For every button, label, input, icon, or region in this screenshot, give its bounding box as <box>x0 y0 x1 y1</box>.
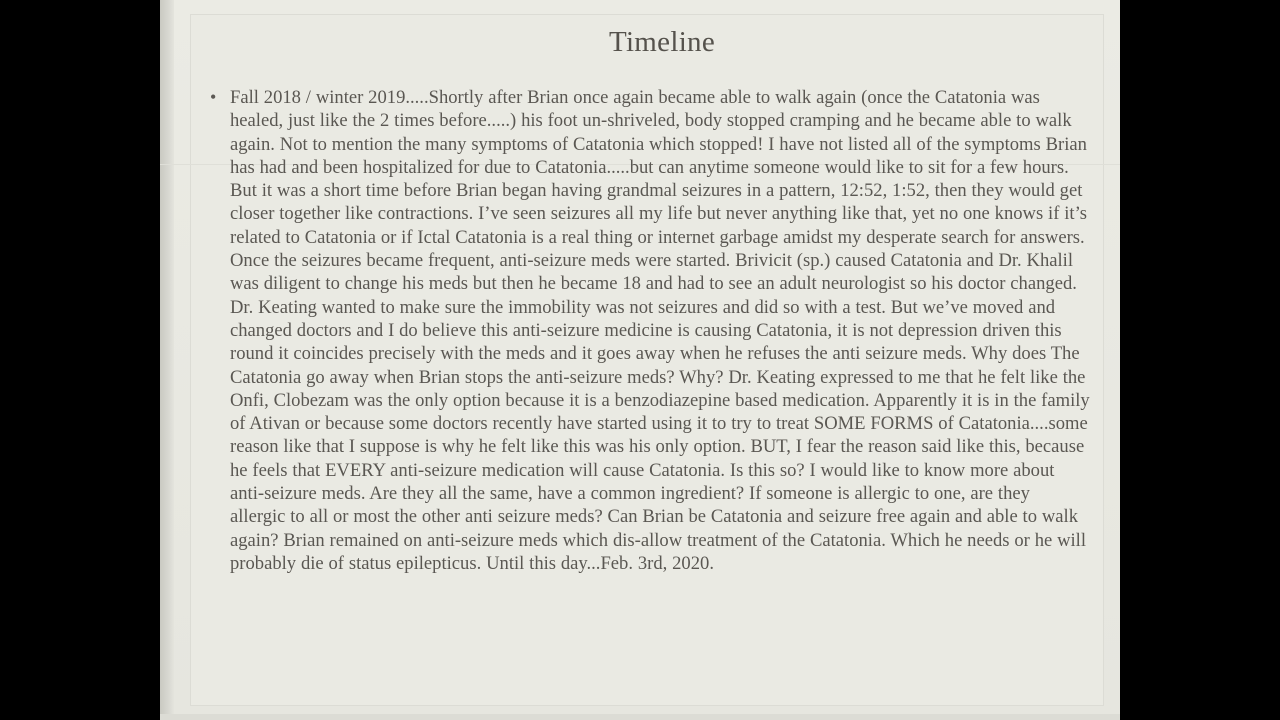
slide-left-edge <box>160 0 174 720</box>
bullet-text: Fall 2018 / winter 2019.....Shortly after Brian once again became able to walk again (once the Catatonia was healed, just like the 2 times before.....) his foot un-shriveled, body stopped cramping and he became able to walk again. Not to mention the many symptoms of Catatonia which stopped! I have not listed all of the symptoms Brian has had and been hospitalized for due to Catatonia.....but can anytime someone would like to sit for a few hours. But it was a short time before Brian began having grandmal seizures in a pattern, 12:52, 1:52, then they would get closer together like contractions. I’ve seen seizures all my life but never anything like that, yet no one knows if it’s related to Catatonia or if Ictal Catatonia is a real thing or internet garbage amidst my desperate search for answers. Once the seizures became frequent, anti-seizure meds were started. Brivicit (sp.) caused Catatonia and Dr. Khalil was diligent to change his meds but then he became 18 and had to see an adult neurologist so his doctor changed. Dr. Keating wanted to make sure the immobility was not seizures and did so with a test. But we’ve moved and changed doctors and I do believe this anti-seizure medicine is causing Catatonia, it is not depression driven this round it coincides precisely with the meds and it goes away when he refuses the anti seizure meds. Why does The Catatonia go away when Brian stops the anti-seizure meds? Why? Dr. Keating expressed to me that he felt like the Onfi, Clobezam was the only option because it is a benzodiazepine based medication. Apparently it is in the family of Ativan or because some doctors recently have started using it to try to treat SOME FORMS of Catatonia....some reason like that I suppose is why he felt like this was his only option. BUT, I fear the reason said like this, because he feels that EVERY anti-seizure medication will cause Catatonia. Is this so? I would like to know more about anti-seizure meds. Are they all the same, have a common ingredient? If someone is allergic to one, are they allergic to all or most the other anti seizure meds? Can Brian be Catatonia and seizure free again and able to walk again? Brian remained on anti-seizure meds which dis-allow treatment of the Catatonia. Which he needs or he will probably die of status epilepticus. Until this day...Feb. 3rd, 2020. <box>230 87 1090 574</box>
slide <box>160 0 1120 720</box>
slide-bottom-edge <box>160 714 1120 720</box>
bullet-dot-icon: • <box>210 87 217 107</box>
slide-title: Timeline <box>608 26 716 58</box>
bullet-item <box>210 86 1090 575</box>
bullet-list <box>210 86 1090 575</box>
